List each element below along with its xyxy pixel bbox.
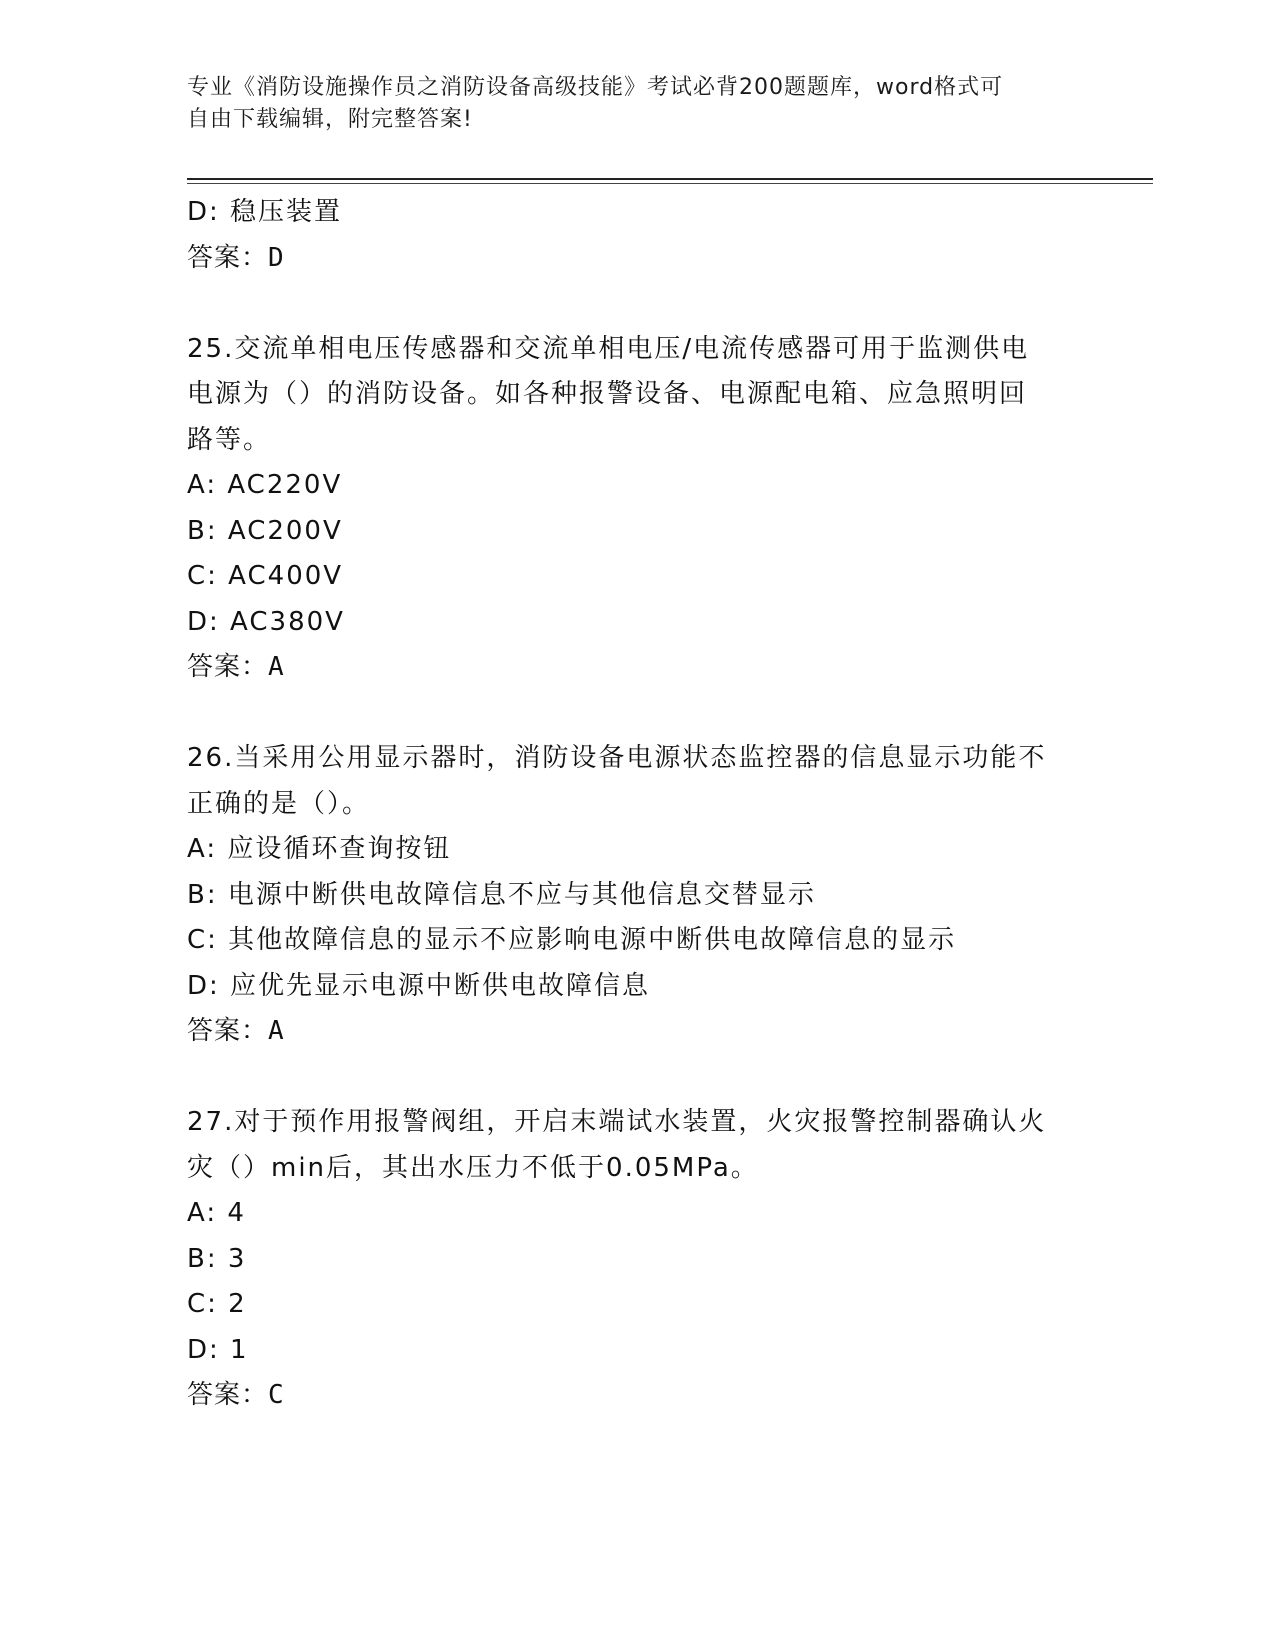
header-line-2: 自由下载编辑，附完整答案! xyxy=(187,107,473,132)
question-content xyxy=(187,190,1087,1419)
question-stem: 电源为（）的消防设备。如各种报警设备、电源配电箱、应急照明回 xyxy=(187,379,1028,409)
header-divider-thin xyxy=(187,183,1153,184)
question-stem: 灾（）min后，其出水压力不低于0.05MPa。 xyxy=(187,1152,759,1183)
question-stem: 正确的是（）。 xyxy=(187,788,371,819)
question-stem: 路等。 xyxy=(187,424,272,455)
option-d: D: 1 xyxy=(187,1334,249,1365)
option-d: D: AC380V xyxy=(187,606,345,637)
question-25 xyxy=(187,327,1087,691)
header-line-1: 专业《消防设施操作员之消防设备高级技能》考试必背200题题库，word格式可 xyxy=(187,75,1004,100)
question-stem: 25.交流单相电压传感器和交流单相电压/电流传感器可用于监测供电 xyxy=(187,333,1030,364)
spacer xyxy=(187,691,1087,737)
spacer xyxy=(187,281,1087,327)
option-a: A: 4 xyxy=(187,1198,246,1228)
option-c: C: 其他故障信息的显示不应影响电源中断供电故障信息的显示 xyxy=(187,925,957,955)
answer-line: 答案：C xyxy=(187,1380,285,1410)
question-26 xyxy=(187,736,1087,1055)
spacer xyxy=(187,1055,1087,1101)
option-b: B: AC200V xyxy=(187,515,343,546)
option-a: A: 应设循环查询按钮 xyxy=(187,834,452,864)
previous-question-tail xyxy=(187,190,1087,281)
answer-line: 答案：A xyxy=(187,1016,285,1046)
answer-line: 答案：A xyxy=(187,652,285,682)
question-stem: 26.当采用公用显示器时，消防设备电源状态监控器的信息显示功能不 xyxy=(187,743,1047,773)
question-stem: 27.对于预作用报警阀组，开启末端试水装置，火灾报警控制器确认火 xyxy=(187,1107,1047,1137)
option-b: B: 电源中断供电故障信息不应与其他信息交替显示 xyxy=(187,879,816,910)
option-b: B: 3 xyxy=(187,1243,247,1274)
option-d: D: 应优先显示电源中断供电故障信息 xyxy=(187,970,651,1001)
page-header xyxy=(187,72,1067,136)
header-divider-thick xyxy=(187,178,1153,180)
option-d: D: 稳压装置 xyxy=(187,197,343,227)
option-a: A: AC220V xyxy=(187,470,343,500)
option-c: C: AC400V xyxy=(187,561,344,591)
answer-line: 答案：D xyxy=(187,242,285,273)
question-27 xyxy=(187,1100,1087,1419)
option-c: C: 2 xyxy=(187,1289,247,1319)
